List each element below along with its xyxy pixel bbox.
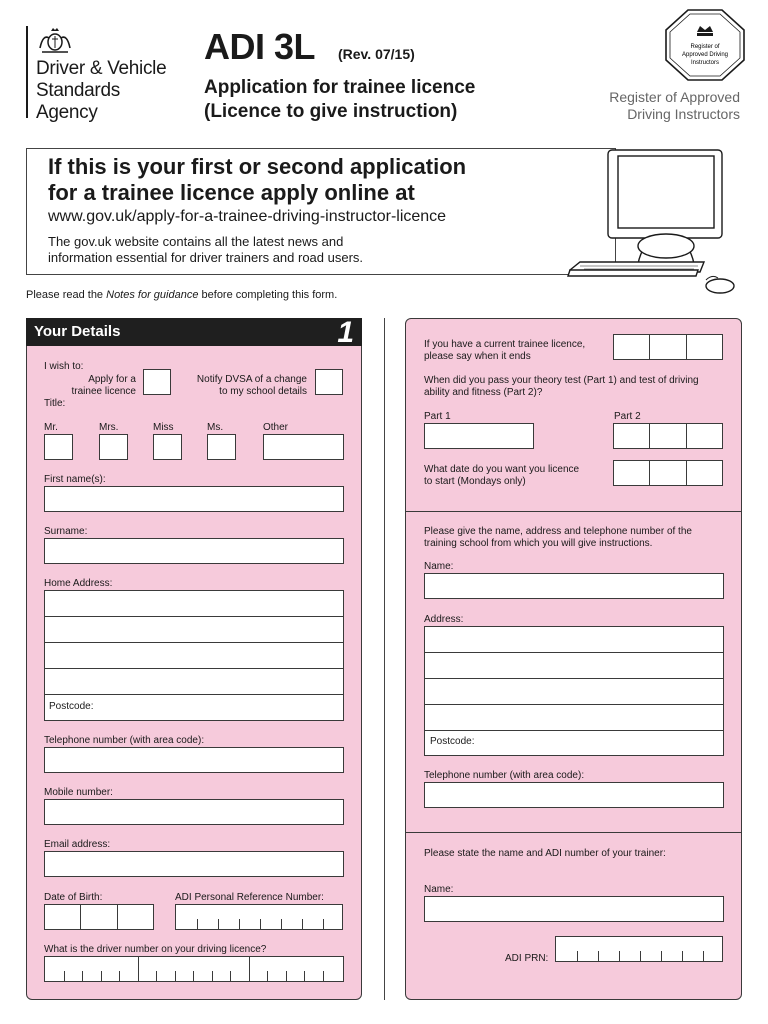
apply-online-link[interactable]: www.gov.uk/apply-for-a-trainee-driving-instructor-licence — [48, 208, 447, 225]
dob-field[interactable] — [44, 904, 154, 930]
apply-checkbox[interactable] — [143, 369, 171, 395]
form-title — [204, 76, 475, 124]
notify-option-label — [185, 374, 307, 398]
licence-start-month[interactable] — [650, 461, 686, 485]
guidance-emphasis: Notes for guidance — [106, 289, 199, 301]
school-telephone-field[interactable] — [424, 782, 724, 808]
current-licence-line-1: If you have a current trainee licence, — [424, 339, 586, 350]
trainer-name-field[interactable] — [424, 896, 724, 922]
guidance-note — [26, 289, 337, 301]
licence-start-label — [424, 464, 579, 488]
royal-crest-icon — [36, 26, 74, 56]
your-details-header — [26, 316, 362, 349]
right-panel-separator-2 — [406, 832, 741, 833]
address-line-2[interactable] — [45, 617, 343, 643]
part2-label: Part 2 — [614, 411, 641, 422]
address-line-4[interactable] — [45, 669, 343, 695]
surname-field[interactable] — [44, 538, 344, 564]
header-rule — [26, 26, 28, 118]
seal-text-1: Register of — [690, 44, 720, 50]
current-licence-line-2: please say when it ends — [424, 351, 531, 362]
title-miss-checkbox[interactable] — [153, 434, 182, 460]
licence-start-day[interactable] — [614, 461, 650, 485]
adi-prn-field[interactable] — [175, 904, 343, 930]
banner-heading-line-1: If this is your first or second application — [48, 154, 467, 179]
training-school-line-2: training school from which you will give instructions. — [424, 538, 653, 549]
title-mr-checkbox[interactable] — [44, 434, 73, 460]
computer-illustration — [560, 142, 740, 302]
part1-label: Part 1 — [424, 411, 451, 422]
school-address-line-1[interactable] — [425, 627, 723, 653]
register-line-2: Driving Instructors — [627, 106, 740, 122]
part1-date-field[interactable] — [424, 423, 534, 449]
crown-icon — [697, 26, 713, 36]
telephone-field[interactable] — [44, 747, 344, 773]
title-other-field[interactable] — [263, 434, 344, 460]
licence-start-date-field[interactable] — [613, 460, 723, 486]
guidance-before: Please read the — [26, 289, 107, 301]
title-other-label: Other — [263, 422, 289, 433]
licence-end-day[interactable] — [614, 335, 650, 359]
part2-date-field[interactable] — [613, 423, 723, 449]
address-line-1[interactable] — [45, 591, 343, 617]
surname-label: Surname: — [44, 526, 88, 537]
title-ms-checkbox[interactable] — [207, 434, 236, 460]
apply-option-line-1: Apply for a — [88, 374, 136, 385]
banner-info-line-1: The gov.uk website contains all the latest news and — [48, 234, 344, 249]
agency-line-2: Standards — [36, 80, 120, 101]
dob-month[interactable] — [81, 905, 117, 929]
first-name-label: First name(s): — [44, 474, 106, 485]
telephone-label: Telephone number (with area code): — [44, 735, 205, 746]
current-licence-label — [424, 339, 585, 363]
licence-start-line-2: to start (Mondays only) — [424, 476, 526, 487]
licence-start-line-1: What date do you want you licence — [424, 464, 580, 475]
title-miss-label: Miss — [153, 422, 174, 433]
licence-end-date-field[interactable] — [613, 334, 723, 360]
your-details-title: Your Details — [34, 323, 121, 340]
first-name-field[interactable] — [44, 486, 344, 512]
notify-option-line-2: to my school details — [219, 386, 307, 397]
banner-heading-line-2: for a trainee licence apply online at — [48, 180, 415, 205]
trainer-adi-prn-field[interactable] — [555, 936, 723, 962]
form-revision: (Rev. 07/15) — [338, 46, 415, 62]
mobile-label: Mobile number: — [44, 787, 113, 798]
right-panel-separator-1 — [406, 511, 741, 512]
title-mr-label: Mr. — [44, 422, 58, 433]
title-ms-label: Ms. — [207, 422, 224, 433]
email-label: Email address: — [44, 839, 111, 850]
title-mrs-label: Mrs. — [99, 422, 119, 433]
part2-day[interactable] — [614, 424, 650, 448]
school-address-line-2[interactable] — [425, 653, 723, 679]
dob-label: Date of Birth: — [44, 892, 103, 903]
email-field[interactable] — [44, 851, 344, 877]
theory-test-line-2: ability and fitness (Part 2)? — [424, 387, 543, 398]
school-address-label: Address: — [424, 614, 464, 625]
trainer-adi-prn-label: ADI PRN: — [505, 953, 549, 964]
apply-option-label — [58, 374, 136, 398]
address-line-3[interactable] — [45, 643, 343, 669]
title-mrs-checkbox[interactable] — [99, 434, 128, 460]
agency-name — [36, 58, 166, 124]
form-title-line-2: (Licence to give instruction) — [204, 101, 458, 122]
title-label: Title: — [44, 398, 66, 409]
guidance-after: before completing this form. — [198, 289, 338, 301]
apply-option-line-2: trainee licence — [71, 386, 136, 397]
i-wish-to-label: I wish to: — [44, 361, 84, 372]
agency-line-1: Driver & Vehicle — [36, 58, 167, 79]
training-school-label — [424, 526, 692, 550]
part2-month[interactable] — [650, 424, 686, 448]
column-divider — [384, 318, 385, 1000]
dob-year[interactable] — [118, 905, 153, 929]
register-title — [609, 89, 740, 123]
school-postcode-label: Postcode: — [430, 736, 475, 747]
banner-info — [48, 234, 363, 266]
adi-prn-label: ADI Personal Reference Number: — [175, 892, 324, 903]
driver-number-field[interactable] — [44, 956, 344, 982]
register-line-1: Register of Approved — [609, 89, 740, 105]
home-postcode-label: Postcode: — [49, 701, 94, 712]
school-name-label: Name: — [424, 561, 454, 572]
banner-info-line-2: information essential for driver trainers and road users. — [48, 250, 364, 265]
part2-year[interactable] — [687, 424, 722, 448]
licence-start-year[interactable] — [687, 461, 722, 485]
form-code: ADI 3L — [204, 26, 316, 67]
form-title-line-1: Application for trainee licence — [204, 77, 476, 98]
driver-number-label: What is the driver number on your driving licence? — [44, 944, 267, 955]
seal-text-2: Approved Driving — [681, 52, 729, 58]
notify-option-line-1: Notify DVSA of a change — [196, 374, 307, 385]
seal-text-3: Instructors — [690, 60, 720, 66]
notify-checkbox[interactable] — [315, 369, 343, 395]
school-address-line-4[interactable] — [425, 705, 723, 731]
school-address-line-3[interactable] — [425, 679, 723, 705]
adi-register-seal — [664, 8, 746, 82]
home-address-label: Home Address: — [44, 578, 113, 589]
training-school-line-1: Please give the name, address and telephone number of the — [424, 526, 692, 537]
theory-test-label — [424, 375, 699, 399]
trainer-prompt: Please state the name and ADI number of your trainer: — [424, 848, 666, 859]
trainer-name-label: Name: — [424, 884, 454, 895]
school-telephone-label: Telephone number (with area code): — [424, 770, 585, 781]
agency-line-3: Agency — [36, 102, 98, 123]
dob-day[interactable] — [45, 905, 81, 929]
mobile-field[interactable] — [44, 799, 344, 825]
theory-test-line-1: When did you pass your theory test (Part 1) and test of driving — [424, 375, 699, 386]
section-number: 1 — [337, 316, 354, 349]
banner-heading — [48, 154, 466, 206]
licence-end-year[interactable] — [687, 335, 722, 359]
school-name-field[interactable] — [424, 573, 724, 599]
licence-end-month[interactable] — [650, 335, 686, 359]
